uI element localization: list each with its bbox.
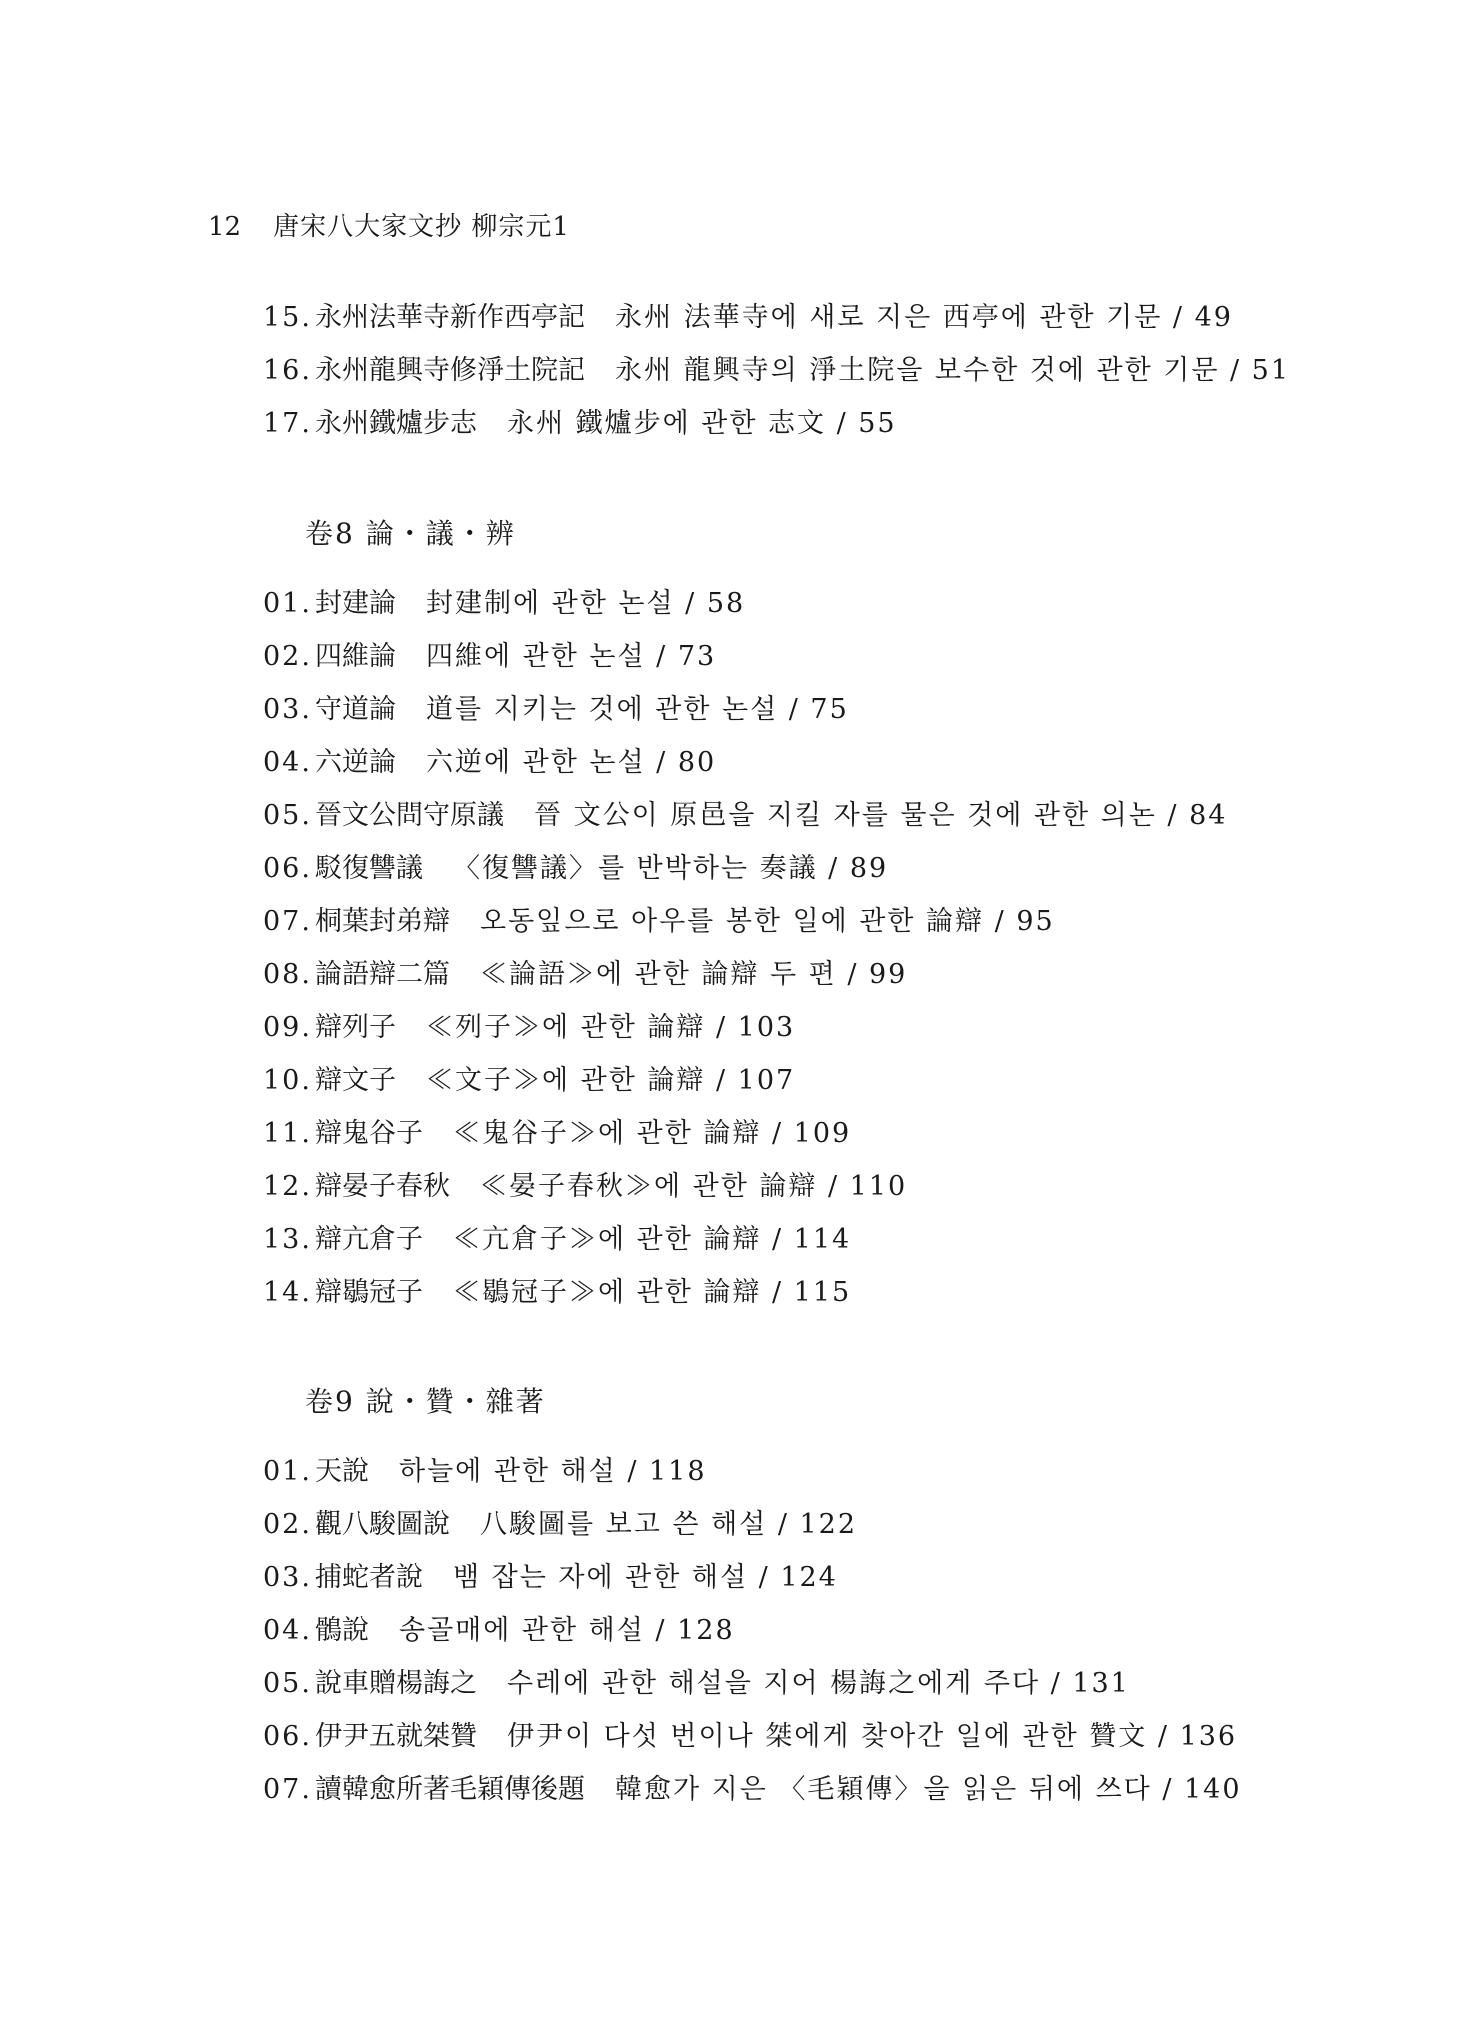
toc-entry <box>263 902 1055 942</box>
toc-entry <box>263 1558 838 1598</box>
entry-description: 하늘에 관한 해설 / 118 <box>399 1456 707 1487</box>
toc-entry <box>263 298 1233 338</box>
entry-title: 辯亢倉子 <box>315 1224 423 1255</box>
toc-entry <box>263 1717 1237 1757</box>
entry-description: 永州 法華寺에 새로 지은 西亭에 관한 기문 / 49 <box>615 302 1233 333</box>
toc-entry <box>263 1505 857 1545</box>
entry-description: 〈復讐議〉를 반박하는 奏議 / 89 <box>453 853 889 884</box>
entry-title: 桐葉封弟辯 <box>315 906 450 937</box>
toc-entry <box>263 1167 907 1207</box>
entry-number: 08. <box>263 959 312 990</box>
toc-entry <box>263 1611 735 1651</box>
entry-description: 오동잎으로 아우를 봉한 일에 관한 論辯 / 95 <box>480 906 1055 937</box>
entry-description: 송골매에 관한 해설 / 128 <box>399 1615 735 1646</box>
section-heading: 卷8 論・議・辨 <box>305 517 516 550</box>
toc-entry <box>263 351 1290 391</box>
toc-entry <box>263 743 716 783</box>
entry-number: 16. <box>263 355 312 386</box>
entry-title: 捕蛇者說 <box>315 1562 423 1593</box>
entry-title: 駁復讐議 <box>315 853 423 884</box>
entry-number: 01. <box>263 1456 312 1487</box>
toc-entry <box>263 849 888 889</box>
entry-title: 伊尹五就桀贊 <box>315 1721 477 1752</box>
section-heading: 卷9 說・贊・雜著 <box>305 1385 546 1418</box>
entry-description: 六逆에 관한 논설 / 80 <box>426 747 717 778</box>
entry-number: 04. <box>263 1615 312 1646</box>
entry-number: 10. <box>263 1065 312 1096</box>
entry-description: ≪列子≫에 관한 論辯 / 103 <box>426 1012 796 1043</box>
toc-entry <box>263 1008 795 1048</box>
entry-title: 辯鬼谷子 <box>315 1118 423 1149</box>
entry-title: 天說 <box>315 1456 369 1487</box>
entry-number: 02. <box>263 641 312 672</box>
entry-number: 01. <box>263 588 312 619</box>
entry-title: 永州鐵爐步志 <box>315 408 477 439</box>
entry-number: 03. <box>263 694 312 725</box>
entry-number: 07. <box>263 906 312 937</box>
toc-entry <box>263 690 849 730</box>
entry-number: 13. <box>263 1224 312 1255</box>
entry-title: 封建論 <box>315 588 396 619</box>
book-title: 唐宋八大家文抄 柳宗元1 <box>273 212 570 242</box>
entry-description: 뱀 잡는 자에 관한 해설 / 124 <box>453 1562 838 1593</box>
toc-entry <box>263 1114 851 1154</box>
entry-description: 四維에 관한 논설 / 73 <box>426 641 717 672</box>
toc-entry <box>263 1220 851 1260</box>
toc-entry <box>263 1452 707 1492</box>
entry-description: 永州 鐵爐步에 관한 志文 / 55 <box>507 408 897 439</box>
toc-entry <box>263 1770 1242 1810</box>
toc-entry <box>263 955 907 995</box>
entry-number: 05. <box>263 800 312 831</box>
entry-description: 道를 지키는 것에 관한 논설 / 75 <box>426 694 849 725</box>
entry-number: 15. <box>263 302 312 333</box>
entry-number: 09. <box>263 1012 312 1043</box>
entry-title: 說車贈楊誨之 <box>315 1668 477 1699</box>
entry-title: 論語辯二篇 <box>315 959 450 990</box>
entry-description: 永州 龍興寺의 淨土院을 보수한 것에 관한 기문 / 51 <box>615 355 1291 386</box>
toc-entry <box>263 796 1227 836</box>
entry-title: 晉文公問守原議 <box>315 800 504 831</box>
entry-number: 06. <box>263 1721 312 1752</box>
entry-description: 韓愈가 지은 〈毛穎傳〉을 읽은 뒤에 쓰다 / 140 <box>615 1774 1242 1805</box>
page-number: 12 <box>208 212 242 242</box>
entry-title: 辯晏子春秋 <box>315 1171 450 1202</box>
entry-title: 觀八駿圖說 <box>315 1509 450 1540</box>
toc-entry <box>263 637 716 677</box>
toc-entry <box>263 1061 795 1101</box>
entry-description: ≪鬼谷子≫에 관한 論辯 / 109 <box>453 1118 852 1149</box>
toc-entry <box>263 1664 1130 1704</box>
entry-description: 八駿圖를 보고 쓴 해설 / 122 <box>480 1509 858 1540</box>
entry-title: 辯鶡冠子 <box>315 1277 423 1308</box>
entry-title: 永州法華寺新作西亭記 <box>315 302 585 333</box>
entry-number: 14. <box>263 1277 312 1308</box>
entry-number: 05. <box>263 1668 312 1699</box>
toc-entry <box>263 1273 851 1313</box>
entry-description: 晉 文公이 原邑을 지킬 자를 물은 것에 관한 의논 / 84 <box>534 800 1228 831</box>
entry-description: ≪論語≫에 관한 論辯 두 편 / 99 <box>480 959 908 990</box>
entry-description: ≪亢倉子≫에 관한 論辯 / 114 <box>453 1224 852 1255</box>
entry-number: 07. <box>263 1774 312 1805</box>
entry-number: 04. <box>263 747 312 778</box>
entry-title: 六逆論 <box>315 747 396 778</box>
entry-title: 辯文子 <box>315 1065 396 1096</box>
entry-title: 永州龍興寺修淨土院記 <box>315 355 585 386</box>
entry-number: 11. <box>263 1118 312 1149</box>
entry-description: ≪鶡冠子≫에 관한 論辯 / 115 <box>453 1277 852 1308</box>
entry-title: 讀韓愈所著毛穎傳後題 <box>315 1774 585 1805</box>
entry-number: 02. <box>263 1509 312 1540</box>
entry-description: 伊尹이 다섯 번이나 桀에게 찾아간 일에 관한 贊文 / 136 <box>507 1721 1238 1752</box>
running-header <box>208 206 570 243</box>
entry-description: ≪文子≫에 관한 論辯 / 107 <box>426 1065 796 1096</box>
toc-entry <box>263 404 897 444</box>
entry-number: 06. <box>263 853 312 884</box>
entry-number: 12. <box>263 1171 312 1202</box>
toc-entry <box>263 584 745 624</box>
entry-title: 守道論 <box>315 694 396 725</box>
entry-title: 鶻說 <box>315 1615 369 1646</box>
entry-description: 수레에 관한 해설을 지어 楊誨之에게 주다 / 131 <box>507 1668 1130 1699</box>
entry-title: 四維論 <box>315 641 396 672</box>
entry-description: 封建制에 관한 논설 / 58 <box>426 588 746 619</box>
entry-description: ≪晏子春秋≫에 관한 論辯 / 110 <box>480 1171 908 1202</box>
entry-title: 辯列子 <box>315 1012 396 1043</box>
entry-number: 17. <box>263 408 312 439</box>
entry-number: 03. <box>263 1562 312 1593</box>
